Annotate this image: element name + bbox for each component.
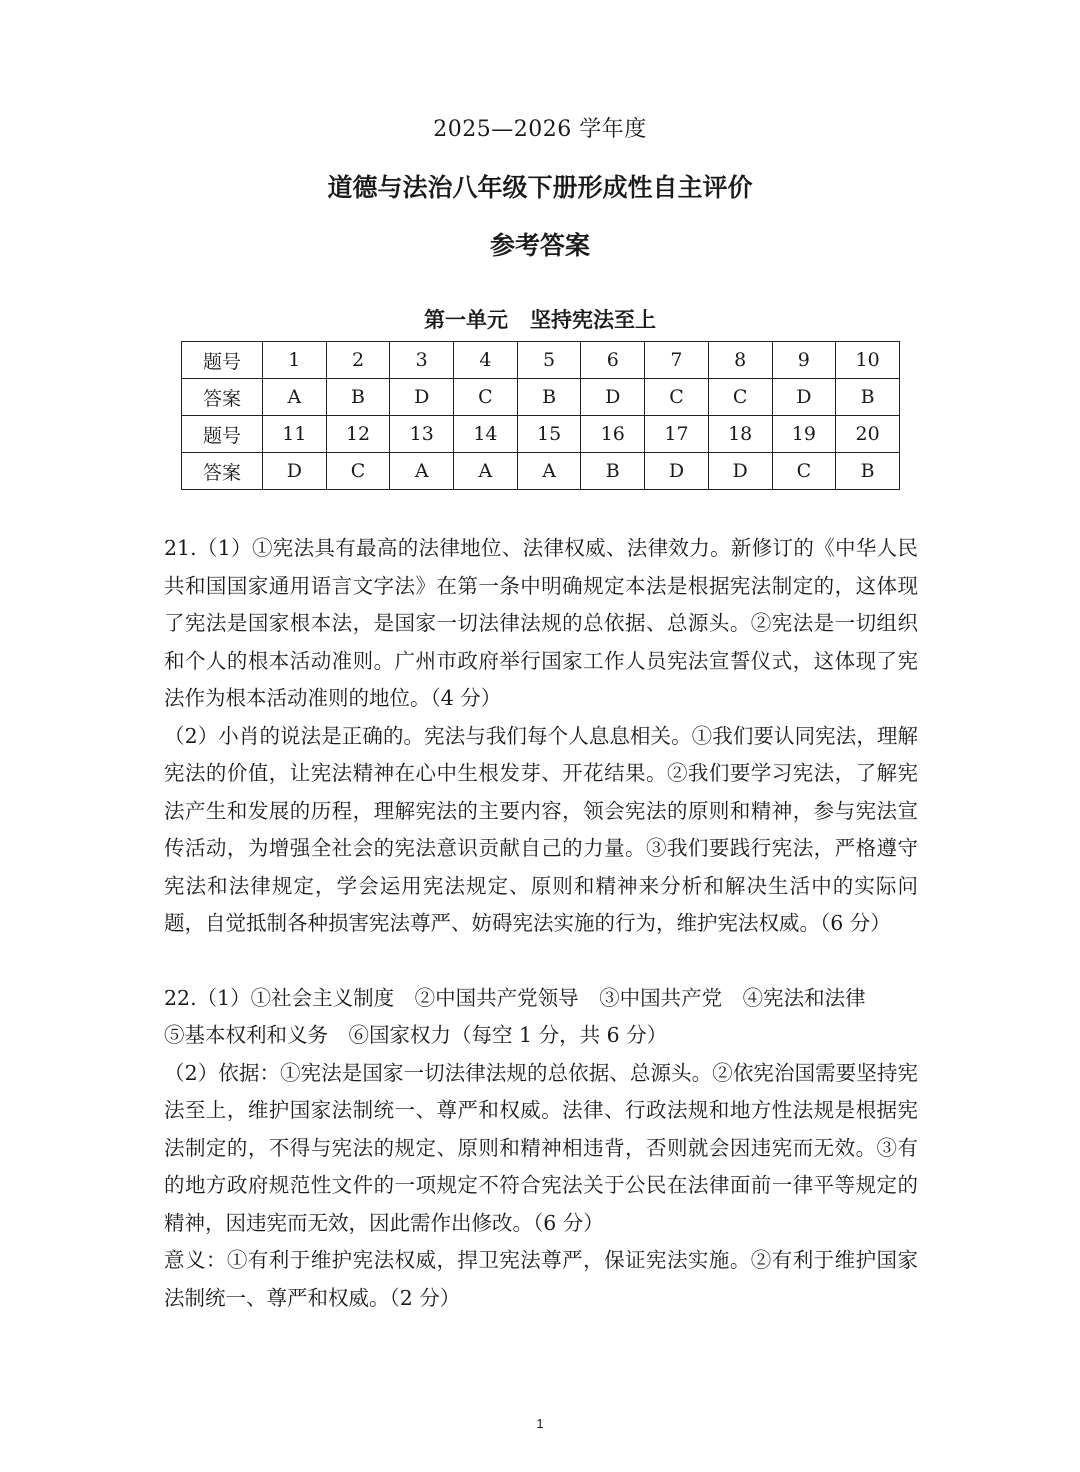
table-cell: D: [581, 379, 645, 416]
table-cell: B: [581, 453, 645, 490]
table-cell: 8: [708, 342, 772, 379]
q22-part1-line1: 22.（1）①社会主义制度 ②中国共产党领导 ③中国共产党 ④宪法和法律: [164, 985, 866, 1010]
table-cell: 14: [454, 416, 518, 453]
table-cell: C: [326, 453, 390, 490]
answer-content: [164, 530, 918, 1317]
page-number: 1: [536, 1416, 544, 1431]
table-cell: 1: [263, 342, 327, 379]
table-cell: 16: [581, 416, 645, 453]
table-cell: A: [390, 453, 454, 490]
row-label: 题号: [182, 342, 263, 379]
table-cell: 15: [517, 416, 581, 453]
section-spacer: [164, 943, 918, 980]
table-row: [182, 379, 900, 416]
table-cell: 9: [772, 342, 836, 379]
table-cell: A: [454, 453, 518, 490]
table-cell: A: [263, 379, 327, 416]
table-cell: D: [263, 453, 327, 490]
document-subtitle: 参考答案: [489, 231, 590, 260]
row-label: 答案: [182, 453, 263, 490]
table-cell: B: [836, 379, 900, 416]
table-cell: B: [517, 379, 581, 416]
q21-part1: 21.（1）①宪法具有最高的法律地位、法律权威、法律效力。新修订的《中华人民共和国国家通用语言文字法》在第一条中明确规定本法是根据宪法制定的，这体现了宪法是国家根本法，是国家一切法律法规的总依据、总源头。②宪法是一切组织和个人的根本活动准则。广州市政府举行国家工作人员宪法宣誓仪式，这体现了宪法作为根本活动准则的地位。（4 分）: [164, 536, 918, 710]
table-cell: D: [772, 379, 836, 416]
q22-significance: 意义：①有利于维护宪法权威，捍卫宪法尊严，保证宪法实施。②有利于维护国家法制统一、尊严和权威。（2 分）: [164, 1248, 918, 1310]
table-cell: 18: [708, 416, 772, 453]
answer-table: [181, 341, 900, 490]
table-cell: C: [772, 453, 836, 490]
table-cell: 5: [517, 342, 581, 379]
table-row: [182, 453, 900, 490]
q22-part2: （2）依据：①宪法是国家一切法律法规的总依据、总源头。②依宪治国需要坚持宪法至上，维护国家法制统一、尊严和权威。法律、行政法规和地方性法规是根据宪法制定的，不得与宪法的规定、原则和精神相违背，否则就会因违宪而无效。③有的地方政府规范性文件的一项规定不符合宪法关于公民在法律面前一律平等规定的精神，因违宪而无效，因此需作出修改。（6 分）: [164, 1060, 918, 1235]
table-row: [182, 342, 900, 379]
q21-part2: （2）小肖的说法是正确的。宪法与我们每个人息息相关。①我们要认同宪法，理解宪法的价值，让宪法精神在心中生根发芽、开花结果。②我们要学习宪法，了解宪法产生和发展的历程，理解宪法的主要内容，领会宪法的原则和精神，参与宪法宣传活动，为增强全社会的宪法意识贡献自己的力量。③我们要践行宪法，严格遵守宪法和法律规定，学会运用宪法规定、原则和精神来分析和解决生活中的实际问题，自觉抵制各种损害宪法尊严、妨碍宪法实施的行为，维护宪法权威。（6 分）: [164, 723, 918, 935]
table-cell: 6: [581, 342, 645, 379]
q22-part1-line2: ⑤基本权利和义务 ⑥国家权力（每空 1 分，共 6 分）: [164, 1023, 668, 1047]
table-row: [182, 416, 900, 453]
table-cell: 12: [326, 416, 390, 453]
table-cell: D: [390, 379, 454, 416]
academic-year: 2025—2026 学年度: [433, 117, 647, 142]
table-cell: 13: [390, 416, 454, 453]
table-cell: C: [645, 379, 709, 416]
table-cell: A: [517, 453, 581, 490]
table-cell: 10: [836, 342, 900, 379]
table-cell: 7: [645, 342, 709, 379]
table-cell: 11: [263, 416, 327, 453]
table-cell: 19: [772, 416, 836, 453]
document-title: 道德与法治八年级下册形成性自主评价: [327, 173, 753, 202]
table-cell: 2: [326, 342, 390, 379]
table-cell: C: [454, 379, 518, 416]
table-cell: 3: [390, 342, 454, 379]
table-cell: D: [645, 453, 709, 490]
table-cell: D: [708, 453, 772, 490]
table-cell: B: [836, 453, 900, 490]
table-cell: 20: [836, 416, 900, 453]
row-label: 题号: [182, 416, 263, 453]
row-label: 答案: [182, 379, 263, 416]
unit-title: 第一单元 坚持宪法至上: [424, 308, 656, 332]
table-cell: 17: [645, 416, 709, 453]
table-cell: 4: [454, 342, 518, 379]
table-cell: B: [326, 379, 390, 416]
table-cell: C: [708, 379, 772, 416]
